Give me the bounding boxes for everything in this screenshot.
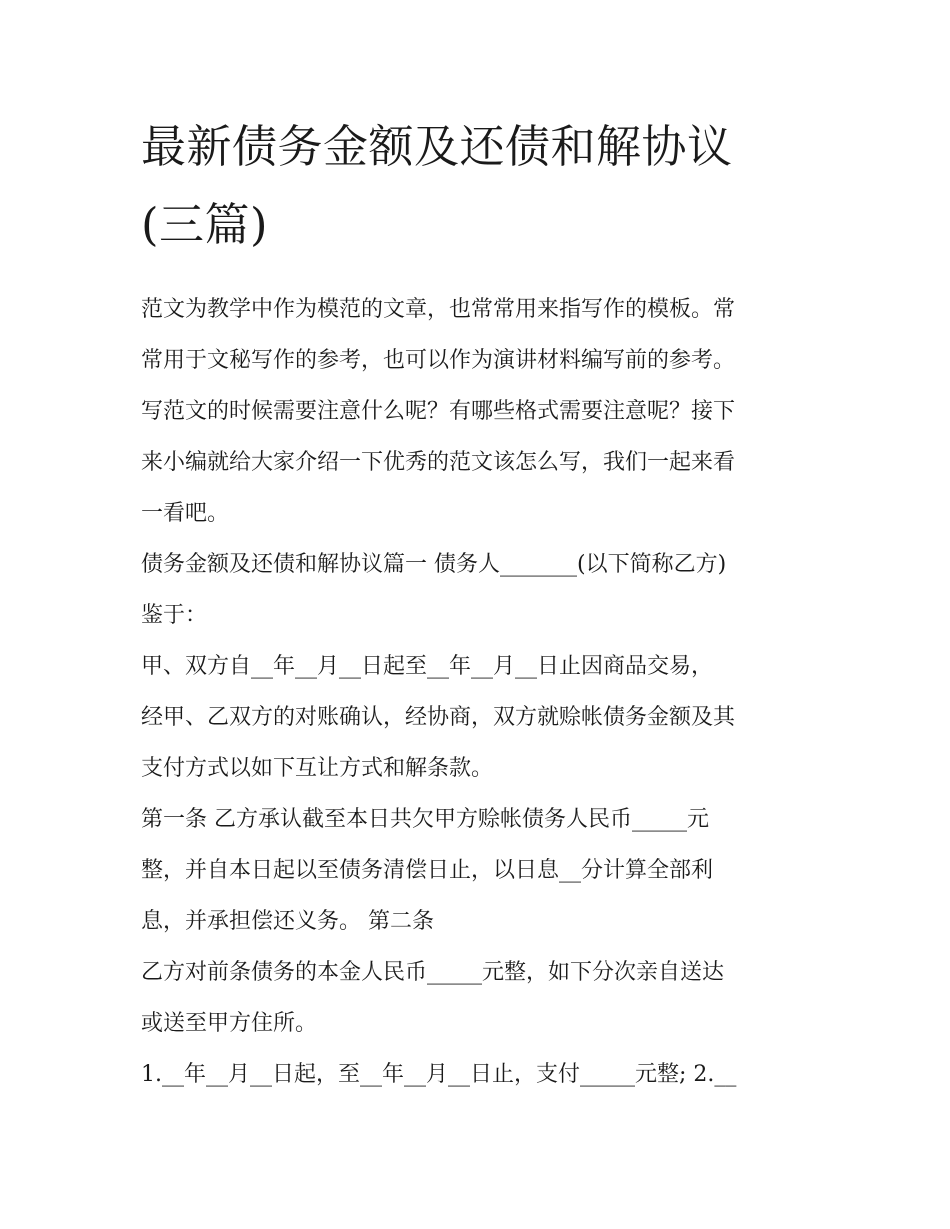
body-line: 来小编就给大家介绍一下优秀的范文该怎么写，我们一起来看: [141, 450, 736, 475]
document-body: [141, 284, 821, 1100]
body-line: 常用于文秘写作的参考，也可以作为演讲材料编写前的参考。: [141, 348, 736, 373]
document-content: [141, 108, 821, 1100]
document-title: [141, 108, 821, 264]
body-line: 1.__年__月__日起，至__年__月__日止，支付_____元整; 2.__: [141, 1062, 737, 1087]
body-line: 鉴于：: [141, 603, 208, 628]
body-line: 债务金额及还债和解协议篇一 债务人_______(以下简称乙方): [141, 552, 727, 577]
title-line-2: (三篇): [141, 198, 269, 251]
body-line: 整，并自本日起以至债务清偿日止，以日息__分计算全部利: [141, 858, 714, 883]
body-line: 息，并承担偿还义务。 第二条: [141, 909, 434, 934]
body-line: 支付方式以如下互让方式和解条款。: [141, 756, 494, 781]
body-line: 经甲、乙双方的对账确认，经协商，双方就赊帐债务金额及其: [141, 705, 736, 730]
body-line: 范文为教学中作为模范的文章，也常常用来指写作的模板。常: [141, 297, 736, 322]
body-line: 或送至甲方住所。: [141, 1011, 318, 1036]
body-line: 乙方对前条债务的本金人民币_____元整，如下分次亲自送达: [141, 960, 725, 985]
body-line: 一看吧。: [141, 501, 230, 526]
body-line: 写范文的时候需要注意什么呢？有哪些格式需要注意呢？接下: [141, 399, 736, 424]
body-line: 甲、双方自__年__月__日起至__年__月__日止因商品交易，: [141, 654, 714, 679]
title-line-1: 最新债务金额及还债和解协议: [141, 120, 733, 173]
body-line: 第一条 乙方承认截至本日共欠甲方赊帐债务人民币_____元: [141, 807, 709, 832]
